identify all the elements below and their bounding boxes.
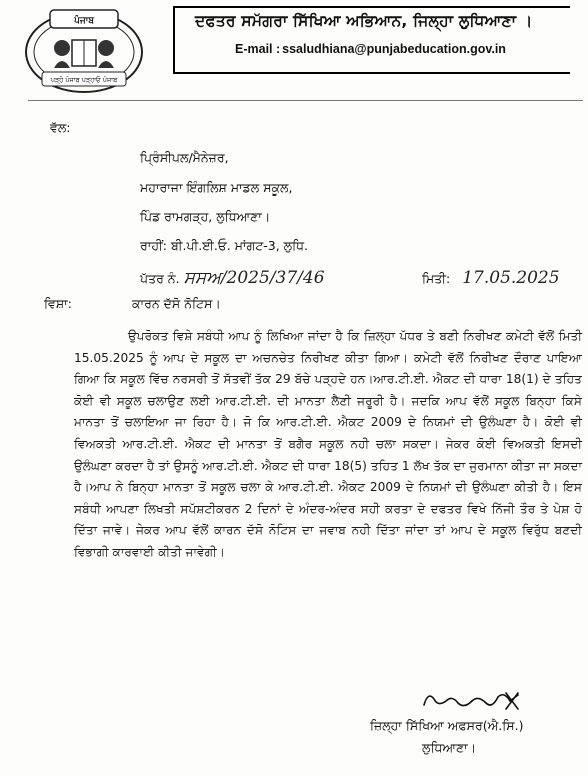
department-logo (20, 8, 148, 94)
header-divider (28, 100, 583, 101)
email-label: E-mail : (235, 42, 281, 56)
subject-label: ਵਿਸ਼ਾ: (44, 296, 72, 311)
to-label: ਵੱਲ: (50, 120, 71, 135)
date-value: 17.05.2025 (462, 268, 560, 288)
date-label: ਮਿਤੀ: (422, 271, 451, 286)
recipient-line-2: ਮਹਾਰਾਜਾ ਇੰਗਲਿਸ਼ ਮਾਡਲ ਸਕੂਲ, (140, 180, 293, 195)
logo-bottom-text: ਪੜ੍ਹੋ ਪੰਜਾਬ ਪੜ੍ਹਾਓ ਪੰਜਾਬ (50, 76, 118, 84)
logo-top-text: ਪੰਜਾਬ (74, 16, 94, 26)
recipient-line-3: ਪਿੰਡ ਰਾਮਗੜ੍ਹ, ਲੁਧਿਆਣਾ। (140, 209, 271, 224)
letter-body: ਉਪਰੋਕਤ ਵਿਸ਼ੇ ਸਬੰਧੀ ਆਪ ਨੂੰ ਲਿਖਿਆ ਜਾਂਦਾ ਹੈ ਕਿ ਜ਼ਿਲ੍ਹਾ ਪੱਧਰ ਤੇ ਬਣੀ ਨਿਰੀਖਣ ਕਮੇਟੀ ਵੱਲੋਂ ਮਿਤੀ 15.05.2025 ਨੂੰ ਆਪ ਦੇ ਸਕੂਲ ਦਾ ਅਚਨਚੇਤ ਨਿਰੀਖਣ ਕੀਤਾ ਗਿਆ। ਕਮੇਟੀ ਵੱਲੋਂ ਨਿਰੀਖਣ ਦੌਰਾਣ ਪਾਇਆ ਗਿਆ ਕਿ ਸਕੂਲ ਵਿੱਚ ਨਰਸਰੀ ਤੋਂ ਸੱਤਵੀਂ ਤੱਕ 29 ਬੱਚੇ ਪੜ੍ਹਦੇ ਹਨ।ਆਰ.ਟੀ.ਈ. ਐਕਟ ਦੀ ਧਾਰਾ 18(1) ਦੇ ਤਹਿਤ ਕੋਈ ਵੀ ਸਕੂਲ ਚਲਾਉਣ ਲਈ ਆਰ.ਟੀ.ਈ. ਦੀ ਮਾਨਤਾ ਲੈਣੀ ਜਰੂਰੀ ਹੈ। ਜਦਕਿ ਆਪ ਵੱਲੋਂ ਸਕੂਲ ਬਿਨ੍ਹਾ ਕਿਸੇ ਮਾਨਤਾ ਤੋਂ ਚਲਾਇਆ ਜਾ ਰਿਹਾ ਹੈ। ਜੋ ਕਿ ਆਰ.ਟੀ.ਈ. ਐਕਟ 2009 ਦੇ ਨਿਯਮਾਂ ਦੀ ਉਲੰਘਣਾ ਹੈ। ਕੋਈ ਵੀ ਵਿਅਕਤੀ ਆਰ.ਟੀ.ਈ. ਐਕਟ ਦੀ ਮਾਨਤਾ ਤੋਂ ਬਗੈਰ ਸਕੂਲ ਨਹੀ ਚਲਾ ਸਕਦਾ। ਜੇਕਰ ਕੋਈ ਵਿਅਕਤੀ ਇਸਦੀ ਉਲੰਘਣਾ ਕਰਦਾ ਹੈ ਤਾਂ ਉਸਨੂੰ ਆਰ.ਟੀ.ਈ. ਐਕਟ ਦੀ ਧਾਰਾ 18(5) ਤਹਿਤ 1 ਲੱਖ ਤੱਕ ਦਾ ਜੁਰਮਾਨਾ ਕੀਤਾ ਜਾ ਸਕਦਾ ਹੈ।ਆਪ ਨੇ ਬਿਨ੍ਹਾ ਮਾਨਤਾ ਤੋਂ ਸਕੂਲ ਚਲਾ ਕੇ ਆਰ.ਟੀ.ਈ. ਐਕਟ 2009 ਦੇ ਨਿਯਮਾਂ ਦੀ ਉਲੰਘਣਾ ਕੀਤੀ ਹੈ। ਇਸ ਸਬੰਧੀ ਆਪਣਾ ਲਿਖਤੀ ਸਪੱਸ਼ਟੀਕਰਨ 2 ਦਿਨਾਂ ਦੇ ਅੰਦਰ-ਅੰਦਰ ਸਹੀ ਕਰਤਾ ਦੇ ਦਫਤਰ ਵਿਖੇ ਨਿੱਜੀ ਤੌਰ ਤੇ ਪੇਸ਼ ਹੋ ਦਿੱਤਾ ਜਾਵੇ। ਜੇਕਰ ਆਪ ਵੱਲੋਂ ਕਾਰਨ ਦੱਸੋ ਨੋਟਿਸ ਦਾ ਜਵਾਬ ਨਹੀ ਦਿੱਤਾ ਜਾਂਦਾ ਤਾਂ ਆਪ ਦੇ ਸਕੂਲ ਵਿਰੁੱਧ ਬਣਦੀ ਵਿਭਾਗੀ ਕਾਰਵਾਈ ਕੀਤੀ ਜਾਵੇਗੀ। (74, 329, 582, 559)
signatory-title: ਜ਼ਿਲ੍ਹਾ ਸਿੱਖਿਆ ਅਫਸਰ(ਐ.ਸਿ.) (370, 718, 524, 733)
subject-text: ਕਾਰਨ ਦੱਸੋ ਨੋਟਿਸ। (132, 296, 221, 311)
email-address[interactable]: ssaludhiana@punjabeducation.gov.in (282, 42, 506, 56)
email-line (235, 42, 506, 56)
signature-image (418, 687, 528, 719)
signatory-place: ਲੁਧਿਆਣਾ। (422, 740, 477, 755)
letterhead-box (173, 6, 570, 74)
letter-date (422, 268, 560, 288)
office-title: ਦਫਤਰ ਸਮੱਗਰਾ ਸਿੱਖਿਆ ਅਭਿਆਨ, ਜਿਲ੍ਹਾ ਲੁਧਿਆਣਾ । (195, 12, 533, 30)
letter-number-label: ਪੱਤਰ ਨੰ. (140, 271, 180, 286)
letter-number-value: ਸਸਅ/2025/37/46 (183, 268, 325, 288)
via-line: ਰਾਹੀਂ: ਬੀ.ਪੀ.ਈ.ਓ. ਮਾਂਗਟ-3, ਲੁਧਿ. (140, 238, 308, 253)
recipient-line-1: ਪ੍ਰਿੰਸੀਪਲ/ਮੈਨੇਜ਼ਰ, (140, 150, 229, 165)
letter-number (140, 268, 325, 288)
